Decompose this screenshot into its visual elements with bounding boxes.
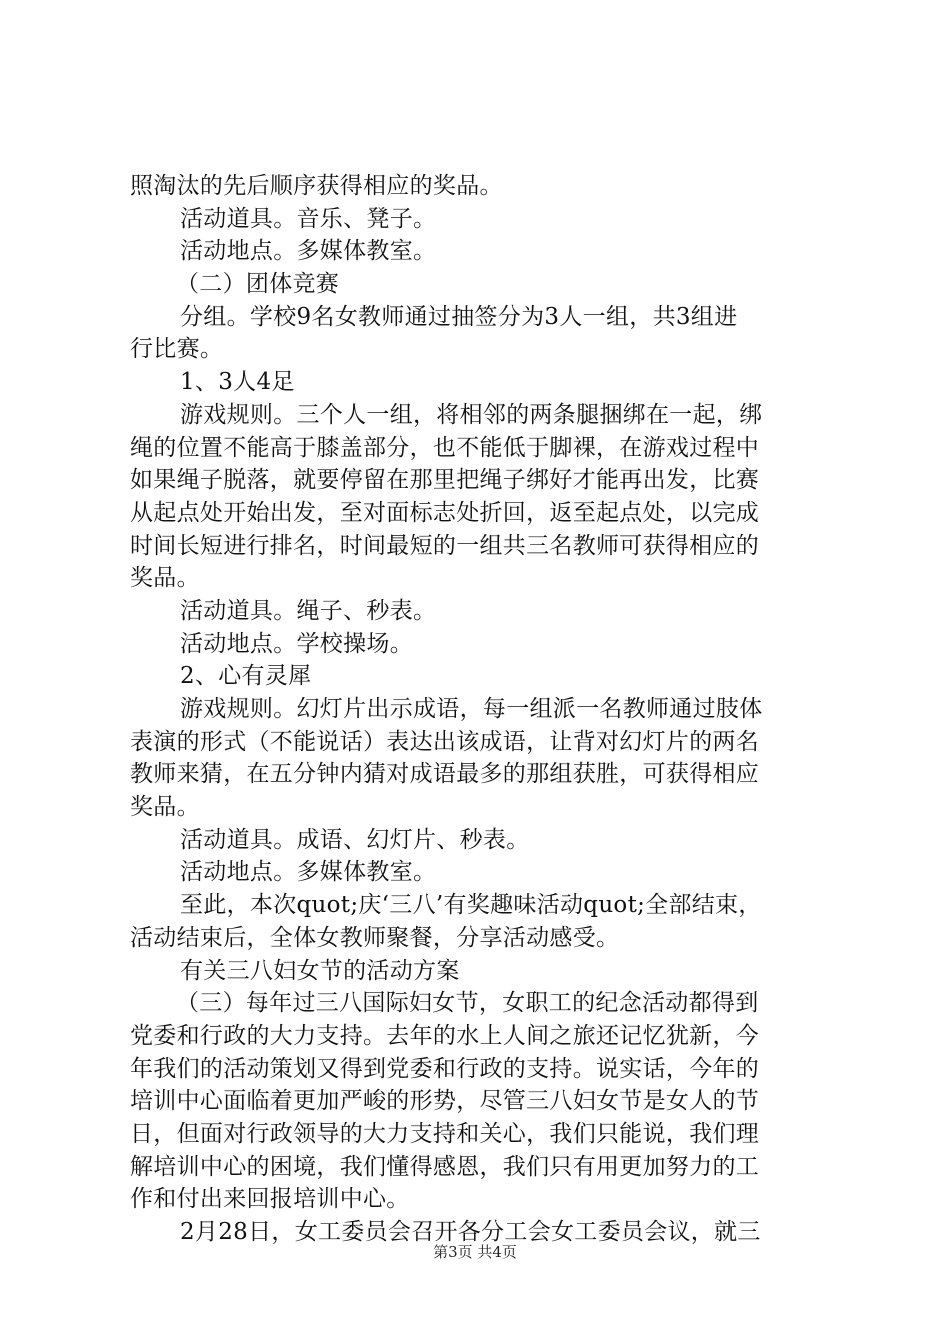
text-line: 活动地点。多媒体教室。	[180, 859, 437, 886]
text-line: 如果绳子脱落，就要停留在那里把绳子绑好才能再出发，比赛	[130, 467, 760, 494]
text-line: 年我们的活动策划又得到党委和行政的支持。说实话，今年的	[130, 1055, 760, 1082]
text-line: 解培训中心的困境，我们懂得感恩，我们只有用更加努力的工	[130, 1153, 760, 1180]
text-line: 日，但面对行政领导的大力支持和关心，我们只能说，我们理	[130, 1120, 760, 1147]
text-line: 绳的位置不能高于膝盖部分，也不能低于脚裸，在游戏过程中	[130, 434, 760, 461]
text-line: 从起点处开始出发，至对面标志处折回，返至起点处，以完成	[130, 499, 760, 526]
text-line: 2、心有灵犀	[180, 663, 312, 690]
text-line: 活动道具。音乐、凳子。	[180, 205, 437, 232]
text-line: 奖品。	[130, 565, 200, 592]
text-line: 照淘汰的先后顺序获得相应的奖品。	[130, 173, 503, 199]
text-line: 时间长短进行排名，时间最短的一组共三名教师可获得相应的	[130, 532, 760, 559]
page-footer: 第3页 共4页	[433, 1243, 517, 1261]
text-line: 奖品。	[130, 794, 200, 821]
text-line: 分组。学校9名女教师通过抽签分为3人一组，共3组进	[180, 303, 738, 330]
text-line: 表演的形式（不能说话）表达出该成语，让背对幻灯片的两名	[130, 728, 760, 755]
text-line: 活动地点。学校操场。	[180, 630, 413, 657]
text-line: 党委和行政的大力支持。去年的水上人间之旅还记忆犹新，今	[130, 1022, 760, 1049]
text-line: 1、3人4足	[180, 369, 295, 396]
text-line: 2月28日，女工委员会召开各分工会女工委员会议，就三	[180, 1219, 761, 1245]
text-line: 游戏规则。幻灯片出示成语，每一组派一名教师通过肢体	[180, 696, 763, 722]
text-line: 游戏规则。三个人一组，将相邻的两条腿捆绑在一起，绑	[180, 401, 763, 428]
text-line: 活动结束后，全体女教师聚餐，分享活动感受。	[130, 924, 620, 951]
text-line: 活动道具。绳子、秒表。	[180, 597, 437, 624]
text-line: 培训中心面临着更加严峻的形势，尽管三八妇女节是女人的节	[130, 1088, 760, 1115]
text-line: 教师来猜，在五分钟内猜对成语最多的那组获胜，可获得相应	[130, 761, 760, 788]
text-line: 活动道具。成语、幻灯片、秒表。	[180, 826, 530, 853]
text-line: 有关三八妇女节的活动方案	[180, 957, 460, 984]
text-line: 活动地点。多媒体教室。	[180, 238, 437, 265]
text-line: （三）每年过三八国际妇女节，女职工的纪念活动都得到	[176, 990, 759, 1017]
document-body	[130, 170, 840, 1249]
text-line: （二）团体竞赛	[176, 271, 340, 298]
text-line: 至此，本次quot;庆‘三八’有奖趣味活动quot;全部结束，	[180, 892, 762, 919]
text-line: 行比赛。	[130, 336, 224, 363]
text-line: 作和付出来回报培训中心。	[130, 1186, 410, 1213]
